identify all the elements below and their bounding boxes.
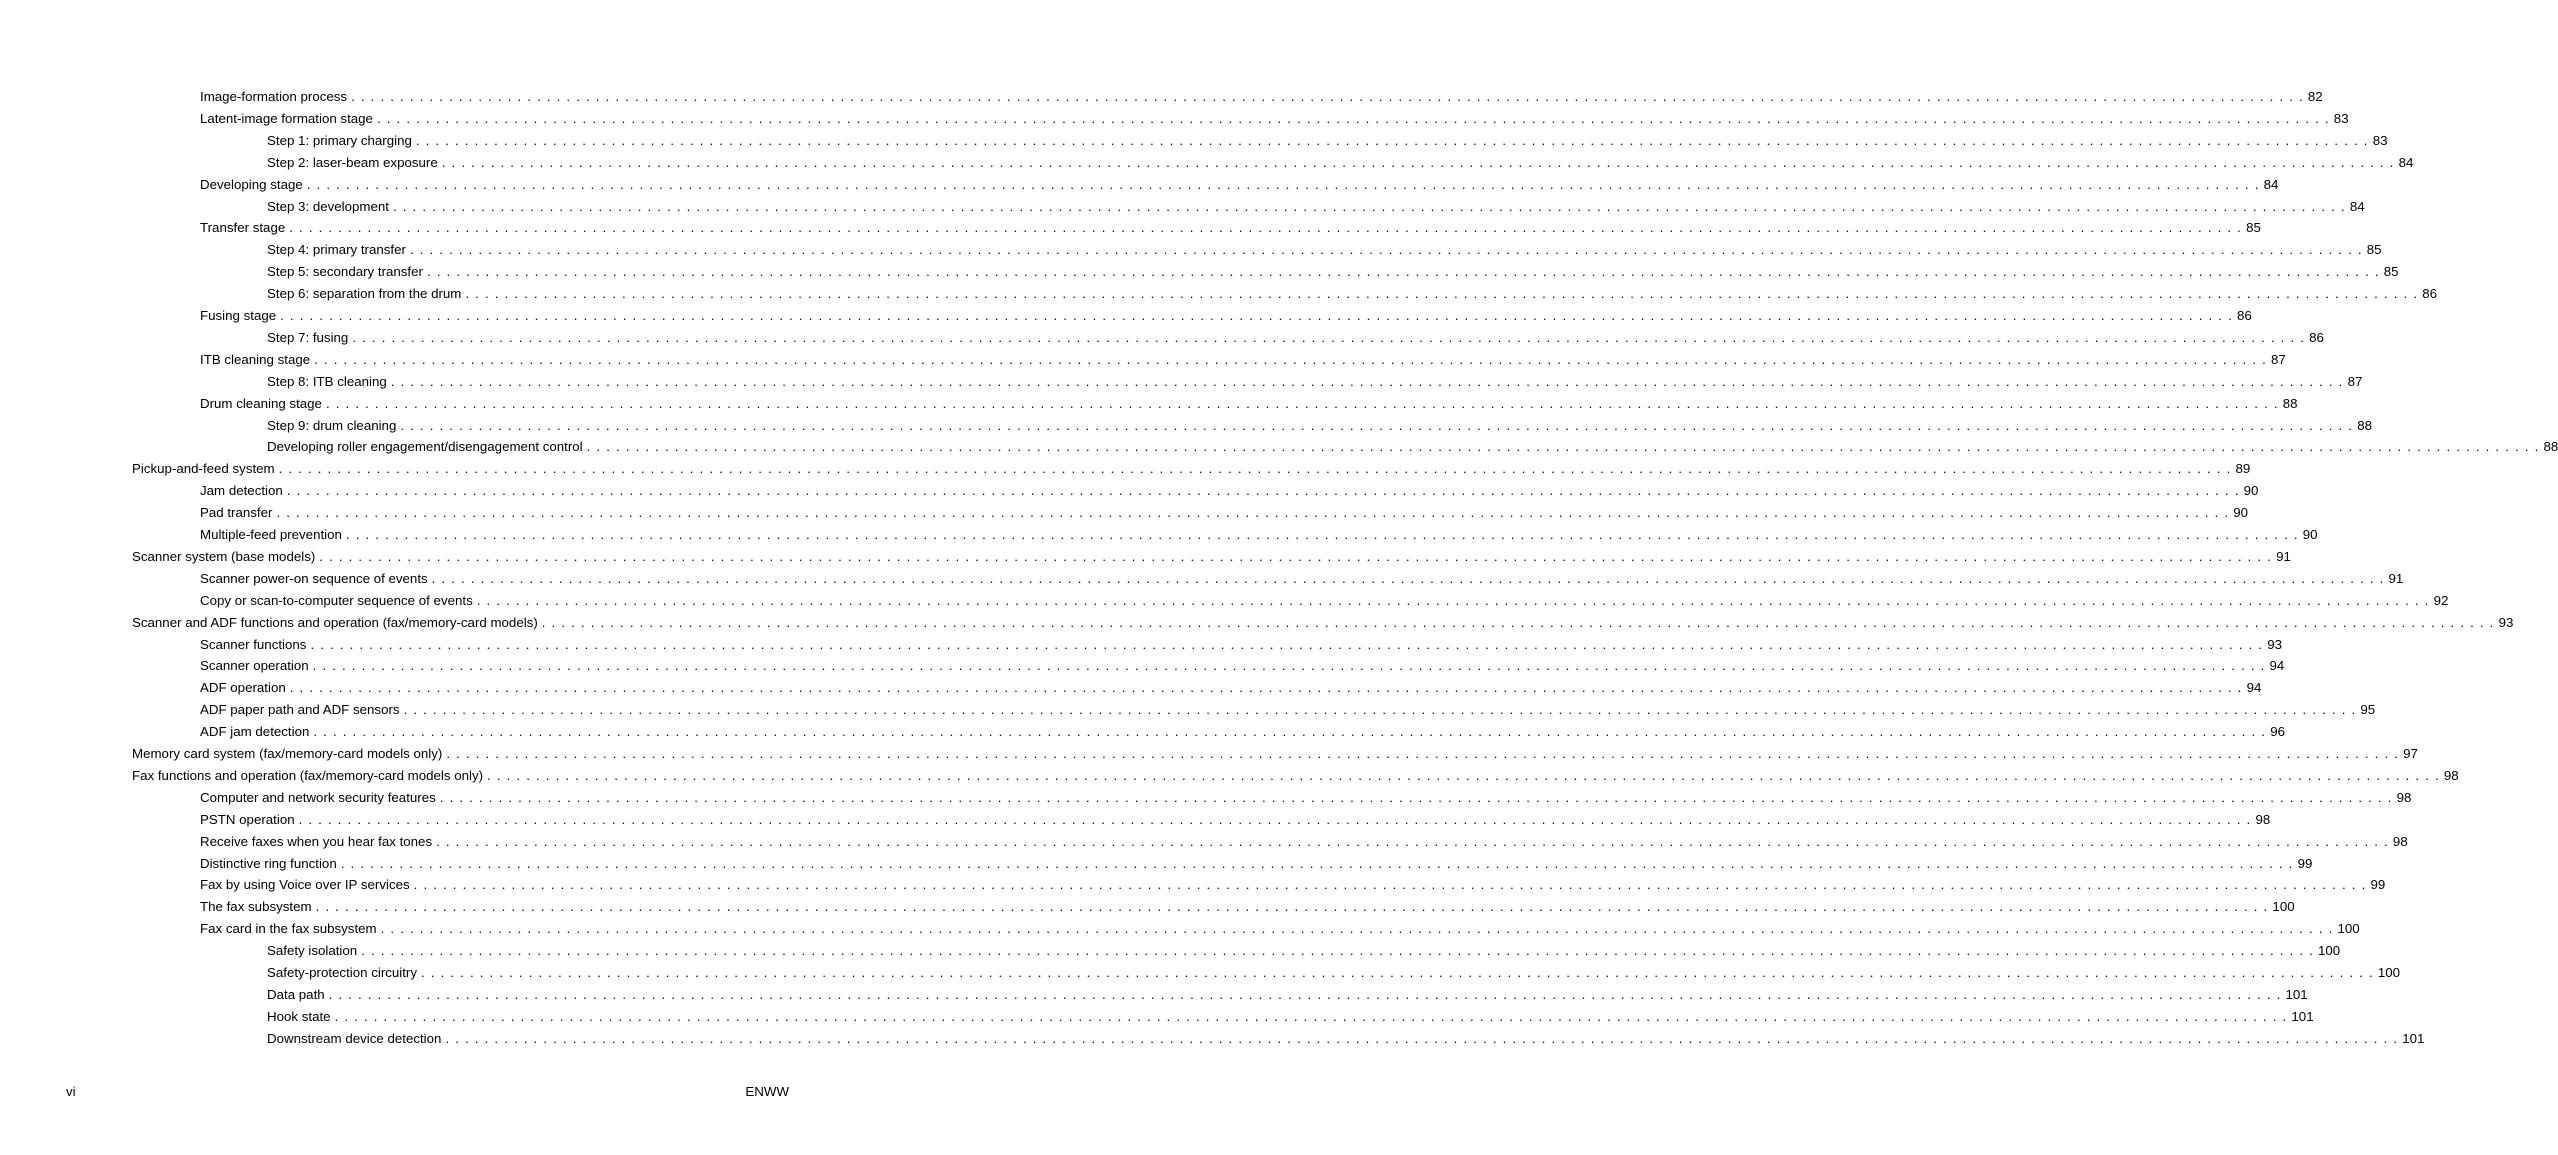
toc-entry[interactable] bbox=[200, 393, 2298, 415]
dot-leader: . . . . . . . . . . . . . . . . . . . . . . . . . . . . . . . . . . . . . . . . . . . . . . . . . . . . . . . . . . . . . . . . . . . . . . . . . . . . . . . . . . . . . . . . . . . . . . . . . . . . . . . . . . . . . . . . . . . . . . . . . . . . . . . . . . . . . . . . . . . . . . . . . . . . . . . . . . . . . . . . . . . . . . . . . . . . . . . . . . . . . . . . . . . . . . . . . . . . . . . . bbox=[340, 855, 2294, 871]
toc-entry-title: Image-formation process bbox=[200, 89, 348, 104]
dot-leader: . . . . . . . . . . . . . . . . . . . . . . . . . . . . . . . . . . . . . . . . . . . . . . . . . . . . . . . . . . . . . . . . . . . . . . . . . . . . . . . . . . . . . . . . . . . . . . . . . . . . . . . . . . . . . . . . . . . . . . . . . . . . . . . . . . . . . . . . . . . . . . . . . . . . . . . . . . . . . . . . . . . . . . . . . . . . . . . . . . . . . . . . . . . . . . . . . . . . . . . . bbox=[289, 680, 2243, 696]
toc-entry-title: Scanner power-on sequence of events bbox=[200, 570, 428, 586]
toc-entry-page: 91 bbox=[2276, 548, 2291, 564]
toc-entry-title: Memory card system (fax/memory-card models only) bbox=[132, 746, 443, 761]
toc-entry-title: Step 6: separation from the drum bbox=[267, 286, 462, 302]
toc-entry-page: 94 bbox=[2269, 658, 2285, 674]
doc-code: ENWW bbox=[745, 1084, 789, 1099]
toc-entry[interactable] bbox=[132, 458, 2251, 480]
toc-entry[interactable] bbox=[200, 590, 2449, 612]
toc-entry-title: PSTN operation bbox=[200, 811, 295, 827]
toc-entry-title: Step 2: laser-beam exposure bbox=[267, 154, 438, 170]
dot-leader: . . . . . . . . . . . . . . . . . . . . . . . . . . . . . . . . . . . . . . . . . . . . . . . . . . . . . . . . . . . . . . . . . . . . . . . . . . . . . . . . . . . . . . . . . . . . . . . . . . . . . . . . . . . . . . . . . . . . . . . . . . . . . . . . . . . . . . . . . . . . . . . . . . . . . . . . . . . . . . . . . . . . . . . . . . . . . . . . . . . . . . . . . . . . . . . . . . . . . . . . bbox=[541, 614, 2495, 630]
toc-entry[interactable] bbox=[200, 699, 2376, 721]
dot-leader: . . . . . . . . . . . . . . . . . . . . . . . . . . . . . . . . . . . . . . . . . . . . . . . . . . . . . . . . . . . . . . . . . . . . . . . . . . . . . . . . . . . . . . . . . . . . . . . . . . . . . . . . . . . . . . . . . . . . . . . . . . . . . . . . . . . . . . . . . . . . . . . . . . . . . . . . . . . . . . . . . . . . . . . . . . . . . . . . . . . . . . . . . . . . . . . . . . . . . . . . bbox=[306, 176, 2260, 192]
dot-leader: . . . . . . . . . . . . . . . . . . . . . . . . . . . . . . . . . . . . . . . . . . . . . . . . . . . . . . . . . . . . . . . . . . . . . . . . . . . . . . . . . . . . . . . . . . . . . . . . . . . . . . . . . . . . . . . . . . . . . . . . . . . . . . . . . . . . . . . . . . . . . . . . . . . . . . . . . . . . . . . . . . . . . . . . . . . . . . . . . . . . . . . . . . . . . . . . . . . . . . . . bbox=[426, 264, 2380, 280]
toc-entry-title: Step 4: primary transfer bbox=[267, 242, 406, 258]
toc-entry[interactable] bbox=[200, 217, 2261, 239]
toc-entry[interactable] bbox=[132, 612, 2514, 634]
toc-entry-page: 98 bbox=[2255, 811, 2271, 827]
toc-entry-page: 101 bbox=[2402, 1030, 2425, 1046]
toc-entry-title: Drum cleaning stage bbox=[200, 395, 322, 411]
toc-entry[interactable] bbox=[267, 130, 2388, 152]
toc-entry-page: 86 bbox=[2422, 286, 2438, 302]
toc-entry[interactable] bbox=[200, 108, 2349, 130]
toc-entry-page: 100 bbox=[2377, 965, 2401, 980]
toc-entry[interactable] bbox=[200, 634, 2283, 656]
toc-entry[interactable] bbox=[200, 524, 2318, 546]
dot-leader: . . . . . . . . . . . . . . . . . . . . . . . . . . . . . . . . . . . . . . . . . . . . . . . . . . . . . . . . . . . . . . . . . . . . . . . . . . . . . . . . . . . . . . . . . . . . . . . . . . . . . . . . . . . . . . . . . . . . . . . . . . . . . . . . . . . . . . . . . . . . . . . . . . . . . . . . . . . . . . . . . . . . . . . . . . . . . . . . . . . . . . . . . . . . . . . . . . . . . . . . bbox=[351, 89, 2304, 104]
toc-entry-title: Hook state bbox=[267, 1008, 331, 1024]
toc-entry-title: Scanner operation bbox=[200, 658, 309, 674]
toc-entry-title: Developing stage bbox=[200, 176, 303, 192]
toc-entry-title: Distinctive ring function bbox=[200, 855, 337, 871]
toc-entry[interactable] bbox=[200, 721, 2285, 743]
toc-entry[interactable] bbox=[267, 239, 2382, 261]
toc-entry[interactable] bbox=[267, 940, 2341, 962]
toc-entry-title: Data path bbox=[267, 986, 325, 1002]
dot-leader: . . . . . . . . . . . . . . . . . . . . . . . . . . . . . . . . . . . . . . . . . . . . . . . . . . . . . . . . . . . . . . . . . . . . . . . . . . . . . . . . . . . . . . . . . . . . . . . . . . . . . . . . . . . . . . . . . . . . . . . . . . . . . . . . . . . . . . . . . . . . . . . . . . . . . . . . . . . . . . . . . . . . . . . . . . . . . . . . . . . . . . . . . . . . . . . . . . . . . . . . bbox=[436, 833, 2389, 849]
toc-entry-page: 92 bbox=[2433, 592, 2449, 608]
toc-entry[interactable] bbox=[200, 305, 2252, 327]
dot-leader: . . . . . . . . . . . . . . . . . . . . . . . . . . . . . . . . . . . . . . . . . . . . . . . . . . . . . . . . . . . . . . . . . . . . . . . . . . . . . . . . . . . . . . . . . . . . . . . . . . . . . . . . . . . . . . . . . . . . . . . . . . . . . . . . . . . . . . . . . . . . . . . . . . . . . . . . . . . . . . . . . . . . . . . . . . . . . . . . . . . . . . . . . . . . . . . . . . . . . . . . bbox=[380, 921, 2334, 937]
toc-entry[interactable] bbox=[200, 174, 2279, 196]
toc-entry-title: Transfer stage bbox=[200, 220, 286, 236]
toc-entry-page: 99 bbox=[2370, 877, 2386, 893]
toc-entry-page: 96 bbox=[2270, 724, 2285, 740]
toc-entry-title: Jam detection bbox=[200, 483, 283, 499]
toc-entry-page: 84 bbox=[2349, 198, 2365, 214]
toc-entry-title: Step 3: development bbox=[267, 198, 389, 214]
toc-entry-page: 97 bbox=[2403, 746, 2418, 761]
toc-entry-title: ADF jam detection bbox=[200, 724, 310, 740]
dot-leader: . . . . . . . . . . . . . . . . . . . . . . . . . . . . . . . . . . . . . . . . . . . . . . . . . . . . . . . . . . . . . . . . . . . . . . . . . . . . . . . . . . . . . . . . . . . . . . . . . . . . . . . . . . . . . . . . . . . . . . . . . . . . . . . . . . . . . . . . . . . . . . . . . . . . . . . . . . . . . . . . . . . . . . . . . . . . . . . . . . . . . . . . . . . . . . . . . . . . . . . . bbox=[392, 198, 2346, 214]
toc-entry-page: 95 bbox=[2360, 702, 2376, 718]
dot-leader: . . . . . . . . . . . . . . . . . . . . . . . . . . . . . . . . . . . . . . . . . . . . . . . . . . . . . . . . . . . . . . . . . . . . . . . . . . . . . . . . . . . . . . . . . . . . . . . . . . . . . . . . . . . . . . . . . . . . . . . . . . . . . . . . . . . . . . . . . . . . . . . . . . . . . . . . . . . . . . . . . . . . . . . . . . . . . . . . . . . . . . . . . . . . . . . . . . . . . . . . bbox=[487, 767, 2440, 783]
dot-leader: . . . . . . . . . . . . . . . . . . . . . . . . . . . . . . . . . . . . . . . . . . . . . . . . . . . . . . . . . . . . . . . . . . . . . . . . . . . . . . . . . . . . . . . . . . . . . . . . . . . . . . . . . . . . . . . . . . . . . . . . . . . . . . . . . . . . . . . . . . . . . . . . . . . . . . . . . . . . . . . . . . . . . . . . . . . . . . . . . . . . . . . . . . . . . . . . . . . . . . . . bbox=[280, 308, 2233, 323]
dot-leader: . . . . . . . . . . . . . . . . . . . . . . . . . . . . . . . . . . . . . . . . . . . . . . . . . . . . . . . . . . . . . . . . . . . . . . . . . . . . . . . . . . . . . . . . . . . . . . . . . . . . . . . . . . . . . . . . . . . . . . . . . . . . . . . . . . . . . . . . . . . . . . . . . . . . . . . . . . . . . . . . . . . . . . . . . . . . . . . . . . . . . . . . . . . . . . . . . . . . . . . . bbox=[298, 811, 2252, 827]
toc-entry-page: 85 bbox=[2383, 264, 2399, 280]
dot-leader: . . . . . . . . . . . . . . . . . . . . . . . . . . . . . . . . . . . . . . . . . . . . . . . . . . . . . . . . . . . . . . . . . . . . . . . . . . . . . . . . . . . . . . . . . . . . . . . . . . . . . . . . . . . . . . . . . . . . . . . . . . . . . . . . . . . . . . . . . . . . . . . . . . . . . . . . . . . . . . . . . . . . . . . . . . . . . . . . . . . . . . . . . . . . . . . . . . . . . . . . bbox=[345, 527, 2299, 542]
dot-leader: . . . . . . . . . . . . . . . . . . . . . . . . . . . . . . . . . . . . . . . . . . . . . . . . . . . . . . . . . . . . . . . . . . . . . . . . . . . . . . . . . . . . . . . . . . . . . . . . . . . . . . . . . . . . . . . . . . . . . . . . . . . . . . . . . . . . . . . . . . . . . . . . . . . . . . . . . . . . . . . . . . . . . . . . . . . . . . . . . . . . . . . . . . . . . . . . . . . . . . . . bbox=[361, 943, 2315, 959]
toc-entry-page: 85 bbox=[2246, 220, 2261, 236]
toc-entry-title: Step 9: drum cleaning bbox=[267, 417, 397, 433]
dot-leader: . . . . . . . . . . . . . . . . . . . . . . . . . . . . . . . . . . . . . . . . . . . . . . . . . . . . . . . . . . . . . . . . . . . . . . . . . . . . . . . . . . . . . . . . . . . . . . . . . . . . . . . . . . . . . . . . . . . . . . . . . . . . . . . . . . . . . . . . . . . . . . . . . . . . . . . . . . . . . . . . . . . . . . . . . . . . . . . . . . . . . . . . . . . . . . . . . . . . . . . . bbox=[413, 877, 2367, 893]
dot-leader: . . . . . . . . . . . . . . . . . . . . . . . . . . . . . . . . . . . . . . . . . . . . . . . . . . . . . . . . . . . . . . . . . . . . . . . . . . . . . . . . . . . . . . . . . . . . . . . . . . . . . . . . . . . . . . . . . . . . . . . . . . . . . . . . . . . . . . . . . . . . . . . . . . . . . . . . . . . . . . . . . . . . . . . . . . . . . . . . . . . . . . . . . . . . . . . . . . . . . . . . bbox=[312, 658, 2266, 674]
toc-entry[interactable] bbox=[267, 327, 2324, 349]
toc-entry-page: 91 bbox=[2388, 570, 2404, 586]
toc-entry[interactable] bbox=[267, 415, 2372, 437]
toc-entry-title: ADF operation bbox=[200, 680, 286, 696]
toc-entry[interactable] bbox=[267, 1028, 2425, 1050]
toc-entry[interactable] bbox=[132, 765, 2459, 787]
toc-entry[interactable] bbox=[200, 874, 2386, 896]
toc-entry-title: Scanner system (base models) bbox=[132, 548, 316, 564]
toc-entry-title: Step 1: primary charging bbox=[267, 132, 412, 148]
dot-leader: . . . . . . . . . . . . . . . . . . . . . . . . . . . . . . . . . . . . . . . . . . . . . . . . . . . . . . . . . . . . . . . . . . . . . . . . . . . . . . . . . . . . . . . . . . . . . . . . . . . . . . . . . . . . . . . . . . . . . . . . . . . . . . . . . . . . . . . . . . . . . . . . . . . . . . . . . . . . . . . . . . . . . . . . . . . . . . . . . . . . . . . . . . . . . . . . . . . . . . . . bbox=[441, 154, 2395, 170]
toc-entry[interactable] bbox=[267, 283, 2438, 305]
toc-entry[interactable] bbox=[200, 349, 2286, 371]
toc-entry-page: 93 bbox=[2498, 614, 2514, 630]
toc-entry-title: Fax card in the fax subsystem bbox=[200, 921, 377, 937]
toc-entry-page: 94 bbox=[2246, 680, 2262, 696]
toc-entry[interactable] bbox=[200, 896, 2295, 918]
toc-entry-title: Step 7: fusing bbox=[267, 329, 349, 345]
toc-entry-page: 87 bbox=[2270, 351, 2286, 367]
toc-entry-page: 90 bbox=[2233, 505, 2249, 521]
toc-entry[interactable] bbox=[132, 743, 2418, 765]
dot-leader: . . . . . . . . . . . . . . . . . . . . . . . . . . . . . . . . . . . . . . . . . . . . . . . . . . . . . . . . . . . . . . . . . . . . . . . . . . . . . . . . . . . . . . . . . . . . . . . . . . . . . . . . . . . . . . . . . . . . . . . . . . . . . . . . . . . . . . . . . . . . . . . . . . . . . . . . . . . . . . . . . . . . . . . . . . . . . . . . . . . . . . . . . . . . . . . . . . . . . . . . bbox=[446, 746, 2400, 761]
toc-entry-title: Pad transfer bbox=[200, 505, 273, 521]
toc-entry[interactable] bbox=[267, 196, 2365, 218]
toc-entry[interactable] bbox=[267, 962, 2401, 984]
toc-entry-page: 98 bbox=[2392, 833, 2408, 849]
toc-entry[interactable] bbox=[200, 502, 2249, 524]
toc-entry-title: Downstream device detection bbox=[267, 1030, 442, 1046]
dot-leader: . . . . . . . . . . . . . . . . . . . . . . . . . . . . . . . . . . . . . . . . . . . . . . . . . . . . . . . . . . . . . . . . . . . . . . . . . . . . . . . . . . . . . . . . . . . . . . . . . . . . . . . . . . . . . . . . . . . . . . . . . . . . . . . . . . . . . . . . . . . . . . . . . . . . . . . . . . . . . . . . . . . . . . . . . . . . . . . . . . . . . . . . . . . . . . . . . . . . . . . . bbox=[415, 132, 2369, 148]
toc-entry-page: 87 bbox=[2347, 373, 2363, 389]
toc-entry-title: Scanner and ADF functions and operation (fax/memory-card models) bbox=[132, 614, 538, 630]
toc-entry[interactable] bbox=[200, 853, 2313, 875]
dot-leader: . . . . . . . . . . . . . . . . . . . . . . . . . . . . . . . . . . . . . . . . . . . . . . . . . . . . . . . . . . . . . . . . . . . . . . . . . . . . . . . . . . . . . . . . . . . . . . . . . . . . . . . . . . . . . . . . . . . . . . . . . . . . . . . . . . . . . . . . . . . . . . . . . . . . . . . . . . . . . . . . . . . . . . . . . . . . . . . . . . . . . . . . . . . . . . . . . . . . . . . . bbox=[286, 483, 2240, 499]
toc-entry-page: 89 bbox=[2235, 461, 2251, 477]
toc-entry[interactable] bbox=[267, 371, 2363, 393]
dot-leader: . . . . . . . . . . . . . . . . . . . . . . . . . . . . . . . . . . . . . . . . . . . . . . . . . . . . . . . . . . . . . . . . . . . . . . . . . . . . . . . . . . . . . . . . . . . . . . . . . . . . . . . . . . . . . . . . . . . . . . . . . . . . . . . . . . . . . . . . . . . . . . . . . . . . . . . . . . . . . . . . . . . . . . . . . . . . . . . . . . . . . . . . . . . . . . . . . . . . . . . . bbox=[403, 702, 2357, 718]
toc-entry[interactable] bbox=[200, 480, 2259, 502]
toc-entry-title: ITB cleaning stage bbox=[200, 351, 311, 367]
toc-entry-page: 84 bbox=[2263, 176, 2279, 192]
toc-entry-title: Computer and network security features bbox=[200, 789, 436, 805]
dot-leader: . . . . . . . . . . . . . . . . . . . . . . . . . . . . . . . . . . . . . . . . . . . . . . . . . . . . . . . . . . . . . . . . . . . . . . . . . . . . . . . . . . . . . . . . . . . . . . . . . . . . . . . . . . . . . . . . . . . . . . . . . . . . . . . . . . . . . . . . . . . . . . . . . . . . . . . . . . . . . . . . . . . . . . . . . . . . . . . . . . . . . . . . . . . . . . . . . . . . . . . . bbox=[352, 329, 2306, 345]
toc-entry-page: 100 bbox=[2272, 899, 2295, 915]
toc-entry[interactable] bbox=[200, 831, 2408, 853]
dot-leader: . . . . . . . . . . . . . . . . . . . . . . . . . . . . . . . . . . . . . . . . . . . . . . . . . . . . . . . . . . . . . . . . . . . . . . . . . . . . . . . . . . . . . . . . . . . . . . . . . . . . . . . . . . . . . . . . . . . . . . . . . . . . . . . . . . . . . . . . . . . . . . . . . . . . . . . . . . . . . . . . . . . . . . . . . . . . . . . . . . . . . . . . . . . . . . . . . . . . . . . . bbox=[465, 286, 2419, 302]
dot-leader: . . . . . . . . . . . . . . . . . . . . . . . . . . . . . . . . . . . . . . . . . . . . . . . . . . . . . . . . . . . . . . . . . . . . . . . . . . . . . . . . . . . . . . . . . . . . . . . . . . . . . . . . . . . . . . . . . . . . . . . . . . . . . . . . . . . . . . . . . . . . . . . . . . . . . . . . . . . . . . . . . . . . . . . . . . . . . . . . . . . . . . . . . . . . . . . . . . . . . . . . bbox=[315, 899, 2269, 915]
dot-leader: . . . . . . . . . . . . . . . . . . . . . . . . . . . . . . . . . . . . . . . . . . . . . . . . . . . . . . . . . . . . . . . . . . . . . . . . . . . . . . . . . . . . . . . . . . . . . . . . . . . . . . . . . . . . . . . . . . . . . . . . . . . . . . . . . . . . . . . . . . . . . . . . . . . . . . . . . . . . . . . . . . . . . . . . . . . . . . . . . . . . . . . . . . . . . . . . . . . . . . . . bbox=[278, 461, 2232, 477]
dot-leader: . . . . . . . . . . . . . . . . . . . . . . . . . . . . . . . . . . . . . . . . . . . . . . . . . . . . . . . . . . . . . . . . . . . . . . . . . . . . . . . . . . . . . . . . . . . . . . . . . . . . . . . . . . . . . . . . . . . . . . . . . . . . . . . . . . . . . . . . . . . . . . . . . . . . . . . . . . . . . . . . . . . . . . . . . . . . . . . . . . . . . . . . . . . . . . . . . . . . . . . . bbox=[439, 789, 2393, 805]
dot-leader: . . . . . . . . . . . . . . . . . . . . . . . . . . . . . . . . . . . . . . . . . . . . . . . . . . . . . . . . . . . . . . . . . . . . . . . . . . . . . . . . . . . . . . . . . . . . . . . . . . . . . . . . . . . . . . . . . . . . . . . . . . . . . . . . . . . . . . . . . . . . . . . . . . . . . . . . . . . . . . . . . . . . . . . . . . . . . . . . . . . . . . . . . . . . . . . . . . . . . . . . bbox=[289, 220, 2243, 236]
dot-leader: . . . . . . . . . . . . . . . . . . . . . . . . . . . . . . . . . . . . . . . . . . . . . . . . . . . . . . . . . . . . . . . . . . . . . . . . . . . . . . . . . . . . . . . . . . . . . . . . . . . . . . . . . . . . . . . . . . . . . . . . . . . . . . . . . . . . . . . . . . . . . . . . . . . . . . . . . . . . . . . . . . . . . . . . . . . . . . . . . . . . . . . . . . . . . . . . . . . . . . . . bbox=[445, 1030, 2399, 1046]
toc-entry-title: Copy or scan-to-computer sequence of events bbox=[200, 592, 473, 608]
toc-entry-page: 100 bbox=[2318, 943, 2341, 959]
dot-leader: . . . . . . . . . . . . . . . . . . . . . . . . . . . . . . . . . . . . . . . . . . . . . . . . . . . . . . . . . . . . . . . . . . . . . . . . . . . . . . . . . . . . . . . . . . . . . . . . . . . . . . . . . . . . . . . . . . . . . . . . . . . . . . . . . . . . . . . . . . . . . . . . . . . . . . . . . . . . . . . . . . . . . . . . . . . . . . . . . . . . . . . . . . . . . . . . . . . . . . . . bbox=[390, 373, 2344, 389]
toc-entry[interactable] bbox=[267, 1006, 2314, 1028]
toc-entry-title: Fax functions and operation (fax/memory-card models only) bbox=[132, 767, 484, 783]
toc-entry-page: 101 bbox=[2285, 986, 2308, 1002]
toc-entry-page: 83 bbox=[2372, 132, 2388, 148]
toc-entry-title: Safety isolation bbox=[267, 943, 358, 959]
dot-leader: . . . . . . . . . . . . . . . . . . . . . . . . . . . . . . . . . . . . . . . . . . . . . . . . . . . . . . . . . . . . . . . . . . . . . . . . . . . . . . . . . . . . . . . . . . . . . . . . . . . . . . . . . . . . . . . . . . . . . . . . . . . . . . . . . . . . . . . . . . . . . . . . . . . . . . . . . . . . . . . . . . . . . . . . . . . . . . . . . . . . . . . . . . . . . . . . . . . . . . . . bbox=[400, 417, 2354, 433]
toc-entry-page: 90 bbox=[2243, 483, 2259, 499]
toc-entry-page: 86 bbox=[2309, 329, 2324, 345]
toc-entry[interactable] bbox=[132, 546, 2291, 568]
toc-entry-title: The fax subsystem bbox=[200, 899, 312, 915]
toc-entry-title: Receive faxes when you hear fax tones bbox=[200, 833, 433, 849]
dot-leader: . . . . . . . . . . . . . . . . . . . . . . . . . . . . . . . . . . . . . . . . . . . . . . . . . . . . . . . . . . . . . . . . . . . . . . . . . . . . . . . . . . . . . . . . . . . . . . . . . . . . . . . . . . . . . . . . . . . . . . . . . . . . . . . . . . . . . . . . . . . . . . . . . . . . . . . . . . . . . . . . . . . . . . . . . . . . . . . . . . . . . . . . . . . . . . . . . . . . . . . . bbox=[376, 110, 2330, 126]
dot-leader: . . . . . . . . . . . . . . . . . . . . . . . . . . . . . . . . . . . . . . . . . . . . . . . . . . . . . . . . . . . . . . . . . . . . . . . . . . . . . . . . . . . . . . . . . . . . . . . . . . . . . . . . . . . . . . . . . . . . . . . . . . . . . . . . . . . . . . . . . . . . . . . . . . . . . . . . . . . . . . . . . . . . . . . . . . . . . . . . . . . . . . . . . . . . . . . . . . . . . . . . bbox=[476, 592, 2430, 608]
toc-entry-page: 98 bbox=[2396, 789, 2412, 805]
toc-entry-page: 100 bbox=[2337, 921, 2360, 937]
dot-leader: . . . . . . . . . . . . . . . . . . . . . . . . . . . . . . . . . . . . . . . . . . . . . . . . . . . . . . . . . . . . . . . . . . . . . . . . . . . . . . . . . . . . . . . . . . . . . . . . . . . . . . . . . . . . . . . . . . . . . . . . . . . . . . . . . . . . . . . . . . . . . . . . . . . . . . . . . . . . . . . . . . . . . . . . . . . . . . . . . . . . . . . . . . . . . . . . . . . . . . . . bbox=[421, 965, 2374, 980]
toc-entry[interactable] bbox=[267, 152, 2414, 174]
toc-entry-page: 82 bbox=[2307, 89, 2323, 104]
toc-entry-title: Fusing stage bbox=[200, 308, 277, 323]
toc-entry[interactable] bbox=[267, 261, 2399, 283]
dot-leader: . . . . . . . . . . . . . . . . . . . . . . . . . . . . . . . . . . . . . . . . . . . . . . . . . . . . . . . . . . . . . . . . . . . . . . . . . . . . . . . . . . . . . . . . . . . . . . . . . . . . . . . . . . . . . . . . . . . . . . . . . . . . . . . . . . . . . . . . . . . . . . . . . . . . . . . . . . . . . . . . . . . . . . . . . . . . . . . . . . . . . . . . . . . . . . . . . . . . . . . . bbox=[328, 986, 2282, 1002]
toc-entry-page: 86 bbox=[2236, 308, 2252, 323]
toc-entry-page: 85 bbox=[2366, 242, 2382, 258]
toc-entry-page: 99 bbox=[2297, 855, 2313, 871]
toc-entry-page: 93 bbox=[2267, 636, 2283, 652]
toc-entry-page: 98 bbox=[2443, 767, 2459, 783]
toc-entry[interactable] bbox=[267, 984, 2308, 1006]
toc-entry[interactable] bbox=[267, 436, 2558, 458]
dot-leader: . . . . . . . . . . . . . . . . . . . . . . . . . . . . . . . . . . . . . . . . . . . . . . . . . . . . . . . . . . . . . . . . . . . . . . . . . . . . . . . . . . . . . . . . . . . . . . . . . . . . . . . . . . . . . . . . . . . . . . . . . . . . . . . . . . . . . . . . . . . . . . . . . . . . . . . . . . . . . . . . . . . . . . . . . . . . . . . . . . . . . . . . . . . . . . . . . . . . . . . . bbox=[314, 351, 2267, 367]
toc-entry-page: 84 bbox=[2398, 154, 2414, 170]
toc-entry[interactable] bbox=[200, 677, 2262, 699]
toc-entry-page: 88 bbox=[2282, 395, 2298, 411]
toc-entry[interactable] bbox=[200, 86, 2323, 108]
toc-entry-page: 83 bbox=[2333, 110, 2349, 126]
dot-leader: . . . . . . . . . . . . . . . . . . . . . . . . . . . . . . . . . . . . . . . . . . . . . . . . . . . . . . . . . . . . . . . . . . . . . . . . . . . . . . . . . . . . . . . . . . . . . . . . . . . . . . . . . . . . . . . . . . . . . . . . . . . . . . . . . . . . . . . . . . . . . . . . . . . . . . . . . . . . . . . . . . . . . . . . . . . . . . . . . . . . . . . . . . . . . . . . . . . . . . . . bbox=[313, 724, 2267, 740]
toc-entry-title: Multiple-feed prevention bbox=[200, 527, 342, 542]
toc-entry[interactable] bbox=[200, 918, 2360, 940]
dot-leader: . . . . . . . . . . . . . . . . . . . . . . . . . . . . . . . . . . . . . . . . . . . . . . . . . . . . . . . . . . . . . . . . . . . . . . . . . . . . . . . . . . . . . . . . . . . . . . . . . . . . . . . . . . . . . . . . . . . . . . . . . . . . . . . . . . . . . . . . . . . . . . . . . . . . . . . . . . . . . . . . . . . . . . . . . . . . . . . . . . . . . . . . . . . . . . . . . . . . . . . . bbox=[586, 439, 2540, 455]
toc-entry-title: ADF paper path and ADF sensors bbox=[200, 702, 400, 718]
toc-entry[interactable] bbox=[200, 809, 2271, 831]
toc-entry[interactable] bbox=[200, 568, 2404, 590]
dot-leader: . . . . . . . . . . . . . . . . . . . . . . . . . . . . . . . . . . . . . . . . . . . . . . . . . . . . . . . . . . . . . . . . . . . . . . . . . . . . . . . . . . . . . . . . . . . . . . . . . . . . . . . . . . . . . . . . . . . . . . . . . . . . . . . . . . . . . . . . . . . . . . . . . . . . . . . . . . . . . . . . . . . . . . . . . . . . . . . . . . . . . . . . . . . . . . . . . . . . . . . . bbox=[319, 548, 2273, 564]
dot-leader: . . . . . . . . . . . . . . . . . . . . . . . . . . . . . . . . . . . . . . . . . . . . . . . . . . . . . . . . . . . . . . . . . . . . . . . . . . . . . . . . . . . . . . . . . . . . . . . . . . . . . . . . . . . . . . . . . . . . . . . . . . . . . . . . . . . . . . . . . . . . . . . . . . . . . . . . . . . . . . . . . . . . . . . . . . . . . . . . . . . . . . . . . . . . . . . . . . . . . . . . bbox=[325, 395, 2279, 411]
dot-leader: . . . . . . . . . . . . . . . . . . . . . . . . . . . . . . . . . . . . . . . . . . . . . . . . . . . . . . . . . . . . . . . . . . . . . . . . . . . . . . . . . . . . . . . . . . . . . . . . . . . . . . . . . . . . . . . . . . . . . . . . . . . . . . . . . . . . . . . . . . . . . . . . . . . . . . . . . . . . . . . . . . . . . . . . . . . . . . . . . . . . . . . . . . . . . . . . . . . . . . . . bbox=[409, 242, 2363, 258]
page-number: vi bbox=[66, 1084, 76, 1099]
dot-leader: . . . . . . . . . . . . . . . . . . . . . . . . . . . . . . . . . . . . . . . . . . . . . . . . . . . . . . . . . . . . . . . . . . . . . . . . . . . . . . . . . . . . . . . . . . . . . . . . . . . . . . . . . . . . . . . . . . . . . . . . . . . . . . . . . . . . . . . . . . . . . . . . . . . . . . . . . . . . . . . . . . . . . . . . . . . . . . . . . . . . . . . . . . . . . . . . . . . . . . . . bbox=[334, 1008, 2288, 1024]
dot-leader: . . . . . . . . . . . . . . . . . . . . . . . . . . . . . . . . . . . . . . . . . . . . . . . . . . . . . . . . . . . . . . . . . . . . . . . . . . . . . . . . . . . . . . . . . . . . . . . . . . . . . . . . . . . . . . . . . . . . . . . . . . . . . . . . . . . . . . . . . . . . . . . . . . . . . . . . . . . . . . . . . . . . . . . . . . . . . . . . . . . . . . . . . . . . . . . . . . . . . . . . bbox=[431, 570, 2385, 586]
dot-leader: . . . . . . . . . . . . . . . . . . . . . . . . . . . . . . . . . . . . . . . . . . . . . . . . . . . . . . . . . . . . . . . . . . . . . . . . . . . . . . . . . . . . . . . . . . . . . . . . . . . . . . . . . . . . . . . . . . . . . . . . . . . . . . . . . . . . . . . . . . . . . . . . . . . . . . . . . . . . . . . . . . . . . . . . . . . . . . . . . . . . . . . . . . . . . . . . . . . . . . . . bbox=[310, 636, 2264, 652]
toc-entry[interactable] bbox=[200, 655, 2285, 677]
toc-entry-title: Fax by using Voice over IP services bbox=[200, 877, 410, 893]
toc-entry-page: 90 bbox=[2302, 527, 2318, 542]
toc-entry-title: Pickup-and-feed system bbox=[132, 461, 275, 477]
dot-leader: . . . . . . . . . . . . . . . . . . . . . . . . . . . . . . . . . . . . . . . . . . . . . . . . . . . . . . . . . . . . . . . . . . . . . . . . . . . . . . . . . . . . . . . . . . . . . . . . . . . . . . . . . . . . . . . . . . . . . . . . . . . . . . . . . . . . . . . . . . . . . . . . . . . . . . . . . . . . . . . . . . . . . . . . . . . . . . . . . . . . . . . . . . . . . . . . . . . . . . . . bbox=[276, 505, 2230, 521]
toc-entry-page: 88 bbox=[2543, 439, 2558, 455]
toc-entry-title: Latent-image formation stage bbox=[200, 110, 373, 126]
toc-entry-page: 88 bbox=[2357, 417, 2372, 433]
toc-entry-title: Scanner functions bbox=[200, 636, 307, 652]
toc-entry-page: 101 bbox=[2291, 1008, 2314, 1024]
toc-entry-title: Step 5: secondary transfer bbox=[267, 264, 423, 280]
toc-entry[interactable] bbox=[200, 787, 2412, 809]
toc-entry-title: Developing roller engagement/disengagement control bbox=[267, 439, 583, 455]
toc-entry-title: Safety-protection circuitry bbox=[267, 965, 418, 980]
toc-entry-title: Step 8: ITB cleaning bbox=[267, 373, 387, 389]
